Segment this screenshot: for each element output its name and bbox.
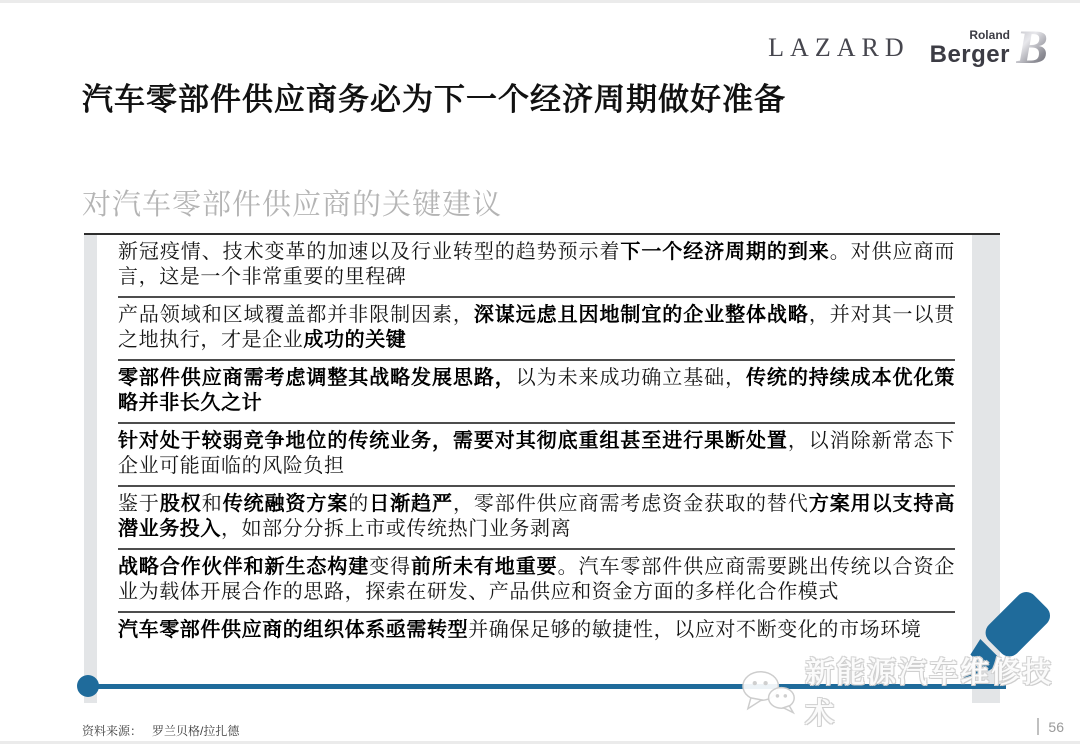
recommendation-row: 针对处于较弱竞争地位的传统业务，需要对其彻底重组甚至进行果断处置，以消除新常态下企业可能面临的风险负担 xyxy=(118,424,955,487)
berger-label: Berger xyxy=(929,41,1010,68)
roland-berger-wordmark xyxy=(930,29,1010,67)
watermark xyxy=(740,650,1080,732)
watermark-text: 新能源汽车维修技术 xyxy=(805,657,1054,730)
source-value: 罗兰贝格/拉扎德 xyxy=(152,724,240,738)
page-subtitle: 对汽车零部件供应商的关键建议 xyxy=(82,189,503,221)
roland-label: Roland xyxy=(969,28,1010,42)
recommendations-box xyxy=(84,233,1000,703)
wechat-icon xyxy=(740,667,797,715)
left-gray-strip xyxy=(84,235,97,703)
source-label: 资料来源： xyxy=(82,724,143,738)
top-edge-divider xyxy=(0,0,1080,3)
recommendation-row: 新冠疫情、技术变革的加速以及行业转型的趋势预示着下一个经济周期的到来。对供应商而言，这是一个非常重要的里程碑 xyxy=(118,235,955,298)
recommendation-row: 产品领域和区域覆盖都并非限制因素，深谋远虑且因地制宜的企业整体战略，并对其一以贯之地执行，才是企业成功的关键 xyxy=(118,298,955,361)
recommendation-row: 汽车零部件供应商的组织体系亟需转型并确保足够的敏捷性，以应对不断变化的市场环境 xyxy=(118,619,922,641)
page-title: 汽车零部件供应商务必为下一个经济周期做好准备 xyxy=(82,82,786,117)
roland-berger-b-mark-icon: B xyxy=(1015,21,1048,74)
roland-berger-logo xyxy=(929,21,1048,74)
page-number-area xyxy=(1037,718,1064,735)
recommendation-row: 战略合作伙伴和新生态构建变得前所未有地重要。汽车零部件供应商需要跳出传统以合资企业为载体开展合作的思路，探索在研发、产品供应和资金方面的多样化合作模式 xyxy=(118,550,955,613)
page-number: 56 xyxy=(1048,718,1064,735)
timeline-dot xyxy=(77,675,99,697)
recommendation-row: 零部件供应商需考虑调整其战略发展思路，以为未来成功确立基础，传统的持续成本优化策略并非长久之计 xyxy=(118,361,955,424)
source-note xyxy=(82,722,239,739)
lazard-logo: LAZARD xyxy=(768,33,910,62)
recommendation-row: 鉴于股权和传统融资方案的日渐趋严，零部件供应商需考虑资金获取的替代方案用以支持高潜业务投入，如部分分拆上市或传统热门业务剥离 xyxy=(118,487,955,550)
recommendations-list xyxy=(118,235,955,649)
logo-area xyxy=(768,21,1048,74)
page-number-divider xyxy=(1037,718,1039,735)
